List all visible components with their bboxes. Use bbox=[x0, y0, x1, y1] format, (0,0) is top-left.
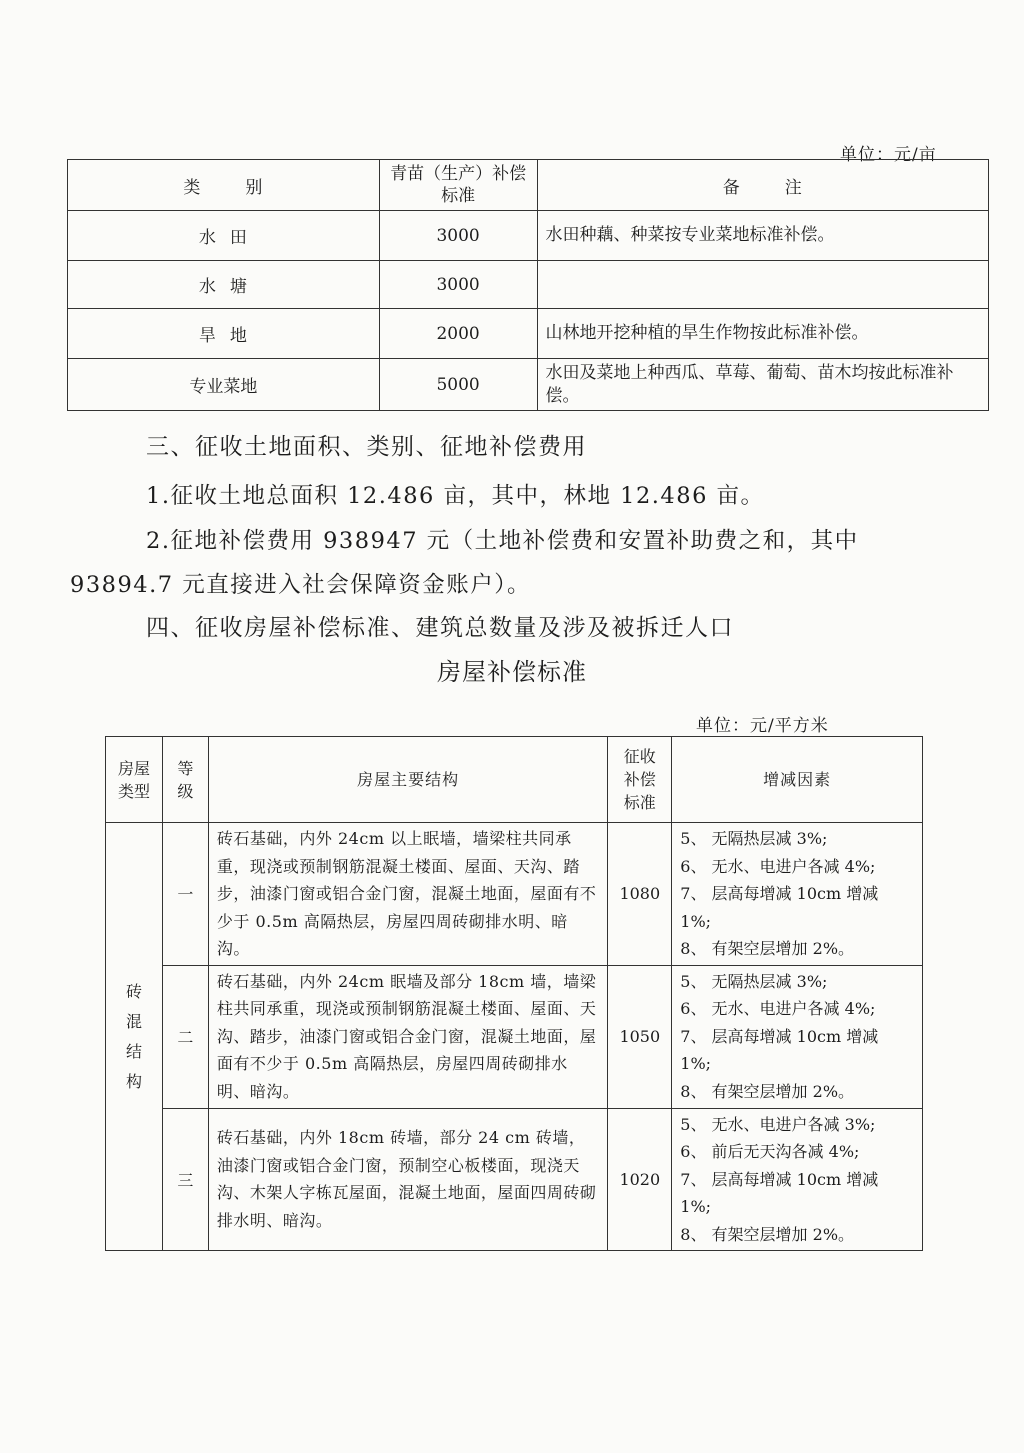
row-grade: 三 bbox=[162, 1108, 208, 1251]
factor-item: 7、 层高每增减 10cm 增减 1%; bbox=[680, 1026, 879, 1074]
row-note: 水田种藕、种菜按专业菜地标准补偿。 bbox=[537, 211, 988, 261]
factor-item: 8、 有架空层增加 2%。 bbox=[680, 1224, 855, 1244]
table-row bbox=[68, 211, 989, 261]
table-row bbox=[106, 965, 923, 1108]
factor-item: 7、 层高每增减 10cm 增减 1%; bbox=[680, 1169, 879, 1216]
factor-item: 5、 无隔热层减 3%; bbox=[680, 971, 828, 991]
factor-item: 6、 前后无天沟各减 4%; bbox=[680, 1142, 860, 1161]
row-note: 水田及菜地上种西瓜、草莓、葡萄、苗木均按此标准补偿。 bbox=[537, 359, 988, 411]
factor-item: 6、 无水、电进户各减 4%; bbox=[680, 999, 876, 1019]
row-factors bbox=[672, 965, 923, 1108]
house-type-cell: 砖混结构 bbox=[106, 823, 163, 1251]
row-note bbox=[537, 261, 988, 309]
section3-item2-line2: 93894.7 元直接进入社会保障资金账户）。 bbox=[70, 572, 531, 598]
row-standard: 1020 bbox=[608, 1108, 672, 1251]
header-category: 类 别 bbox=[68, 160, 380, 211]
row-factors bbox=[672, 1108, 923, 1251]
row-structure: 砖石基础，内外 24cm 眠墙及部分 18cm 墙，墙梁柱共同承重，现浇或预制钢筋混凝土楼面、屋面、天沟、踏步，油漆门窗或铝合金门窗，混凝土地面，屋面有不少于 0.5m 高隔热层，房屋四周砖砌排水明、暗沟。 bbox=[208, 965, 607, 1108]
factor-item: 5、 无水、电进户各减 3%; bbox=[680, 1114, 876, 1134]
row-category: 专业菜地 bbox=[68, 359, 380, 411]
factor-item: 6、 无水、电进户各减 4%; bbox=[680, 856, 876, 876]
table2-unit: 单位：元/平方米 bbox=[696, 716, 829, 736]
header-standard: 青苗（生产）补偿标准 bbox=[379, 160, 537, 211]
table-header-row bbox=[106, 737, 923, 823]
header-standard: 征收补偿标准 bbox=[608, 737, 672, 823]
table-row bbox=[106, 1108, 923, 1251]
row-grade: 二 bbox=[162, 965, 208, 1108]
row-note: 山林地开挖种植的旱生作物按此标准补偿。 bbox=[537, 309, 988, 359]
factor-item: 7、 层高每增减 10cm 增减 1%; bbox=[680, 884, 879, 931]
house-table-title: 房屋补偿标准 bbox=[437, 658, 587, 686]
house-compensation-table bbox=[105, 736, 923, 1251]
row-category: 水田 bbox=[68, 211, 380, 261]
row-structure: 砖石基础，内外 24cm 以上眠墙，墙梁柱共同承重，现浇或预制钢筋混凝土楼面、屋面、天沟、踏步，油漆门窗或铝合金门窗，混凝土地面，屋面有不少于 0.5m 高隔热层，房屋四周砖砌排水明、暗沟。 bbox=[208, 823, 607, 966]
seedling-compensation-table bbox=[67, 159, 989, 411]
row-standard: 2000 bbox=[379, 309, 537, 359]
row-standard: 5000 bbox=[379, 359, 537, 411]
row-factors bbox=[672, 823, 923, 966]
section3-item2-line1: 2.征地补偿费用 938947 元（土地补偿费和安置补助费之和，其中 bbox=[146, 528, 859, 554]
header-note: 备 注 bbox=[537, 160, 988, 211]
table-row bbox=[68, 359, 989, 411]
factor-item: 8、 有架空层增加 2%。 bbox=[680, 939, 855, 958]
section4-heading: 四、征收房屋补偿标准、建筑总数量及涉及被拆迁人口 bbox=[146, 615, 734, 641]
table-row bbox=[68, 261, 989, 309]
section3-item1: 1.征收土地总面积 12.486 亩，其中，林地 12.486 亩。 bbox=[146, 483, 765, 509]
header-factors: 增减因素 bbox=[672, 737, 923, 823]
table-header-row bbox=[68, 160, 989, 211]
factor-item: 8、 有架空层增加 2%。 bbox=[680, 1081, 855, 1101]
row-category: 旱地 bbox=[68, 309, 380, 359]
section3-heading: 三、征收土地面积、类别、征地补偿费用 bbox=[146, 434, 587, 460]
row-grade: 一 bbox=[162, 823, 208, 966]
row-standard: 3000 bbox=[379, 211, 537, 261]
row-standard: 3000 bbox=[379, 261, 537, 309]
table-row bbox=[68, 309, 989, 359]
table1-unit: 单位：元/亩 bbox=[840, 145, 937, 165]
row-category: 水塘 bbox=[68, 261, 380, 309]
row-standard: 1050 bbox=[608, 965, 672, 1108]
header-structure: 房屋主要结构 bbox=[208, 737, 607, 823]
header-type: 房屋类型 bbox=[106, 737, 163, 823]
table-row bbox=[106, 823, 923, 966]
factor-item: 5、 无隔热层减 3%; bbox=[680, 829, 828, 848]
row-standard: 1080 bbox=[608, 823, 672, 966]
header-grade: 等级 bbox=[162, 737, 208, 823]
row-structure: 砖石基础，内外 18cm 砖墙，部分 24 cm 砖墙，油漆门窗或铝合金门窗，预制空心板楼面，现浇天沟、木架人字栋瓦屋面，混凝土地面，屋面四周砖砌排水明、暗沟。 bbox=[208, 1108, 607, 1251]
